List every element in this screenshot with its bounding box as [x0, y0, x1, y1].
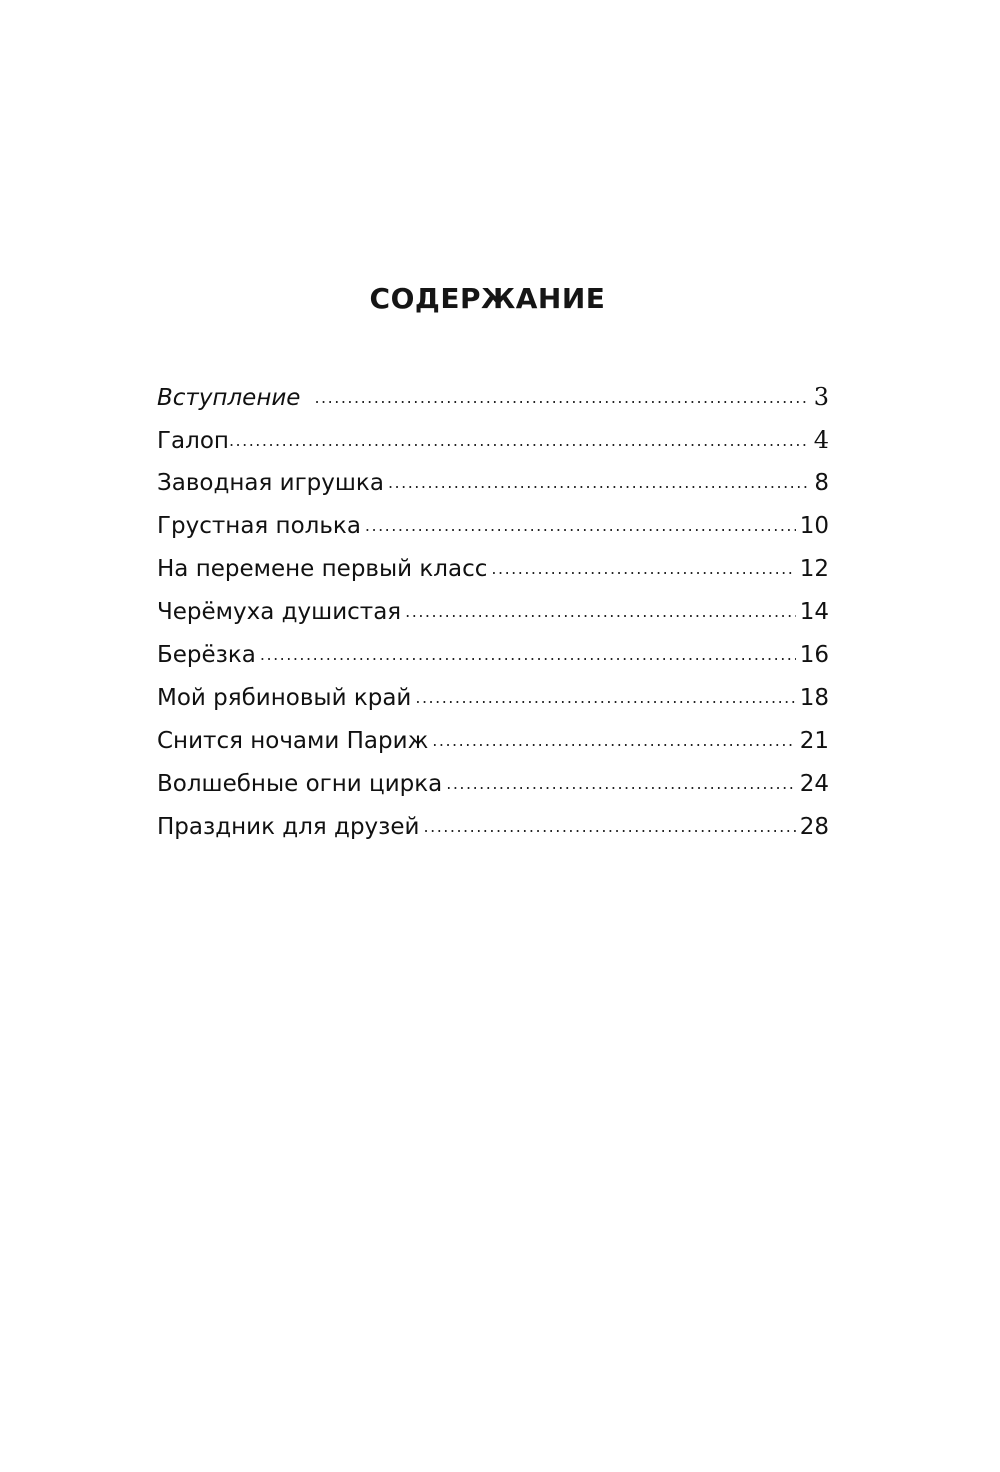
toc-entry [157, 419, 829, 462]
toc-entry [157, 591, 829, 634]
toc-entry-page: 8 [814, 470, 829, 496]
toc-entry-label: На перемене первый класс [157, 556, 488, 582]
dot-leader [424, 804, 796, 848]
toc-entry-page: 16 [799, 642, 829, 668]
toc-entry [157, 376, 829, 419]
table-of-contents [157, 376, 829, 849]
toc-entry-page: 21 [799, 728, 829, 754]
dot-leader [491, 546, 795, 590]
toc-entry [157, 462, 829, 505]
toc-entry-page: 12 [799, 556, 829, 582]
dot-leader [314, 375, 809, 419]
toc-entry-label: Галоп [157, 428, 229, 454]
toc-entry-label: Берёзка [157, 642, 256, 668]
toc-entry-page: 28 [799, 814, 829, 840]
toc-entry [157, 720, 829, 763]
toc-entry-label: Мой рябиновый край [157, 685, 412, 711]
page-title: СОДЕРЖАНИЕ [369, 282, 606, 315]
toc-entry [157, 634, 829, 677]
dot-leader [229, 418, 810, 462]
toc-entry-label: Черёмуха душистая [157, 599, 402, 625]
toc-entry-label: Волшебные огни цирка [157, 771, 443, 797]
toc-entry-page: 24 [799, 771, 829, 797]
dot-leader [260, 632, 796, 676]
dot-leader [432, 718, 795, 762]
dot-leader [446, 761, 795, 805]
dot-leader [365, 503, 796, 547]
toc-entry-page: 10 [799, 513, 829, 539]
dot-leader [405, 589, 796, 633]
toc-entry [157, 763, 829, 806]
toc-entry [157, 548, 829, 591]
toc-entry-page: 3 [813, 383, 829, 411]
toc-entry [157, 806, 829, 849]
toc-entry-label: Заводная игрушка [157, 470, 384, 496]
toc-entry-label: Снится ночами Париж [157, 728, 429, 754]
toc-entry [157, 505, 829, 548]
toc-entry-label: Вступление [157, 385, 301, 411]
toc-entry-page: 14 [799, 599, 829, 625]
toc-entry [157, 677, 829, 720]
dot-leader [388, 460, 810, 504]
dot-leader [415, 675, 795, 719]
toc-entry-page: 4 [813, 426, 829, 454]
toc-entry-label: Праздник для друзей [157, 814, 420, 840]
toc-entry-page: 18 [799, 685, 829, 711]
toc-entry-label: Грустная полька [157, 513, 361, 539]
